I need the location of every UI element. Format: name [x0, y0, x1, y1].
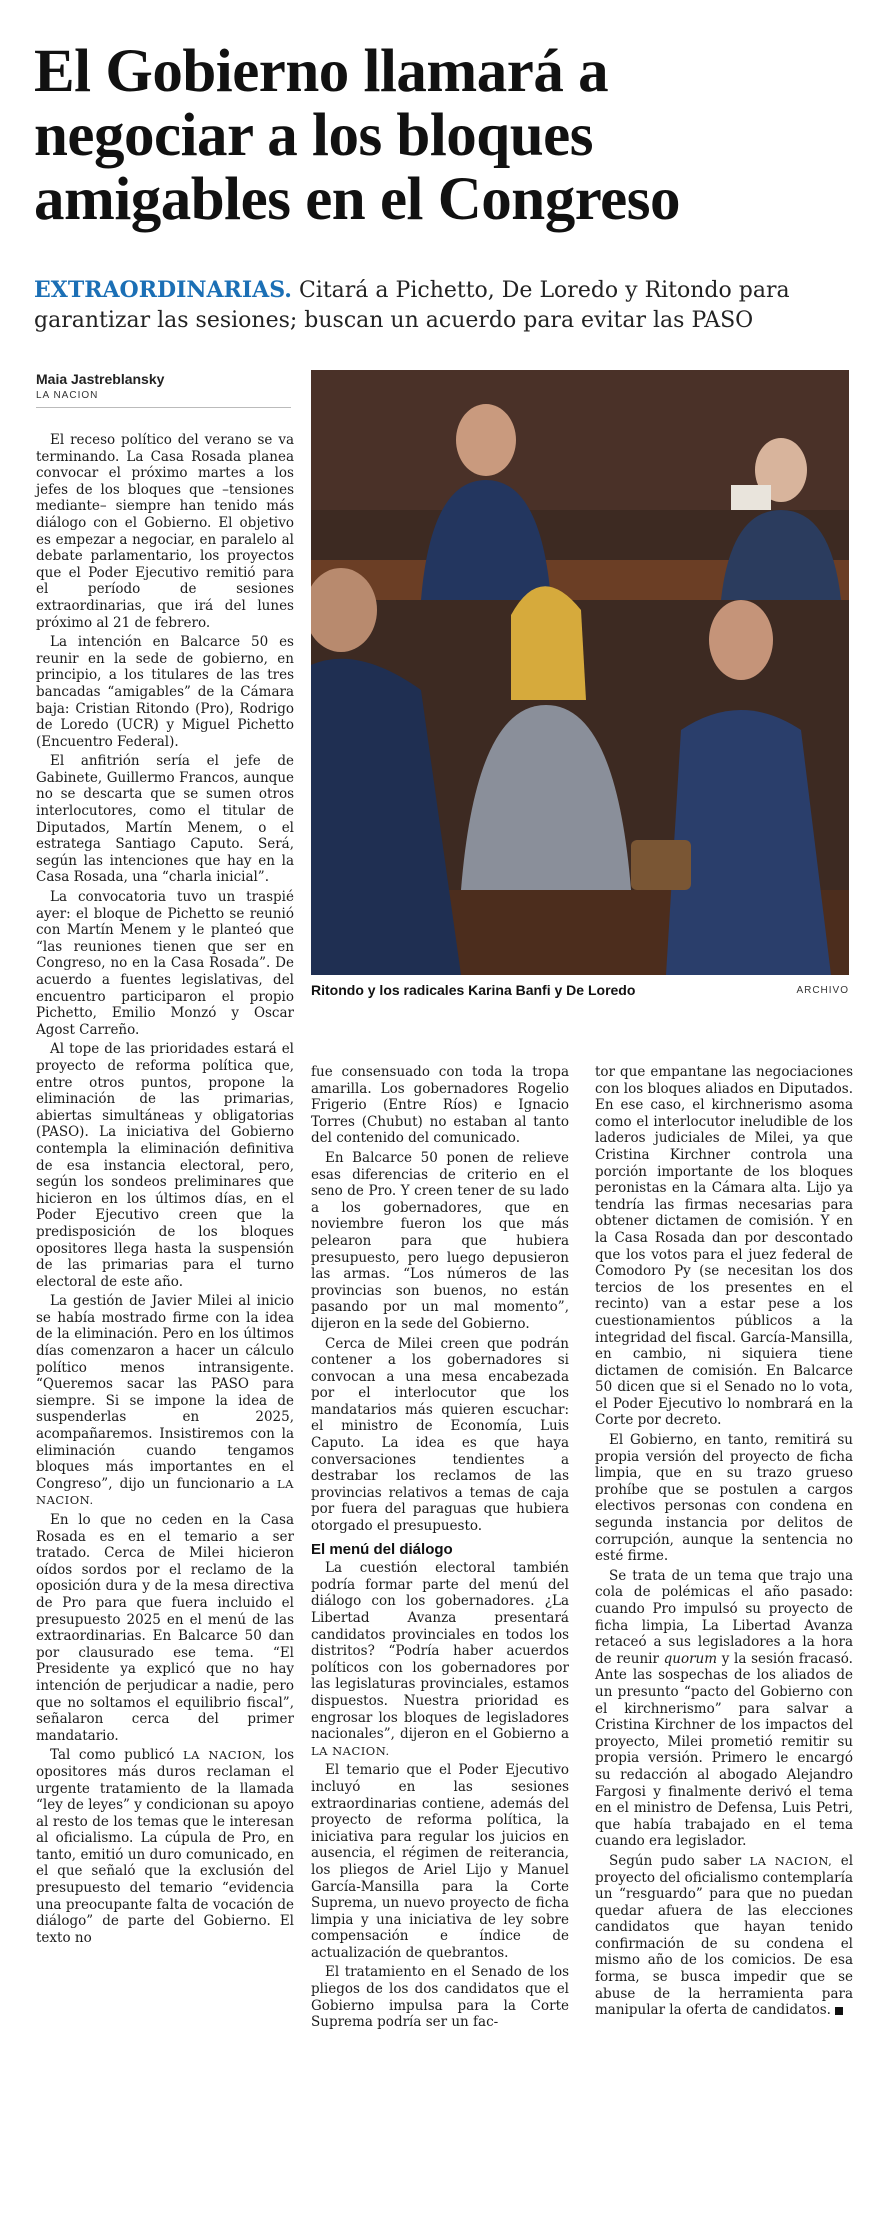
paragraph: Al tope de las prioridades estará el proyecto de reforma política que, entre otros puntos, propone la eliminación de las primarias, abiertas simultáneas y obligatorias (PASO). La iniciativa del Gobierno contempla la eliminación definitiva de esa instancia electoral, pero, según los sondeos preliminares que hicieron en los últimos días, en el Poder Ejecutivo creen que la predisposición de los bloques opositores llega hasta la suspensión de las primarias para el turno electoral de este año. [36, 1041, 294, 1290]
author-outlet: LA NACION [36, 390, 99, 401]
article-column-3 [595, 1064, 853, 2022]
article-column-1 [36, 432, 294, 1949]
paragraph-text: el proyecto del oficialismo contemplaría un “resguardo” para que no puedan quedar afuera de las elecciones candidatos que hayan tenido confirmación de su condena el mismo año de los comicios. De esa forma, se busca impedir que se abuse de la herramienta para manipular la oferta de candidatos. [595, 1852, 854, 2019]
section-kicker: EXTRAORDINARIAS. [34, 277, 292, 303]
photo-caption [311, 982, 849, 1004]
paragraph: En lo que no ceden en la Casa Rosada es en el temario a ser tratado. Cerca de Milei hicieron oídos sordos por el reclamo de la oposición dura y de la mesa directiva de Pro para que fuera incluido el presupuesto 2025 en el menú de las extraordinarias. En Balcarce 50 dan por clausurado ese tema. “El Presidente ya explicó que no hay intención de perjudicar a nadie, pero que no soltamos el equilibrio fiscal”, señalaron cerca del primer mandatario. [36, 1512, 294, 1744]
paragraph-text: Tal como publicó [50, 1747, 175, 1764]
caption-text: Ritondo y los radicales Karina Banfi y De Loredo [311, 982, 636, 998]
paragraph: La intención en Balcarce 50 es reunir en la sede de gobierno, en principio, a los titulares de las tres bancadas “amigables” de la Cámara baja: Cristian Ritondo (Pro), Rodrigo de Loredo (UCR) y Miguel Pichetto (Encuentro Federal). [36, 634, 294, 750]
paragraph: fue consensuado con toda la tropa amarilla. Los gobernadores Rogelio Frigerio (Entre Ríos) e Ignacio Torres (Chubut) no estaban al tanto del contenido del comunicado. [311, 1064, 569, 1147]
outlet-reference: LA NACION, [183, 1748, 267, 1763]
photo-credit: ARCHIVO [796, 985, 849, 996]
paragraph-text: y la sesión fracasó. Ante las sospechas de los aliados de un presunto “pacto del Gobierno con el kirchnerismo” para salvar a Cristina Kirchner de los impactos del proyecto, Milei prometió remitir su propia versión. Primero le encargó su redacción al abogado Alejandro Fargosi y finalmente derivó el tema en el ministro de Defensa, Luis Petri, que había trabajado en el tema cuando era legislador. [595, 1650, 853, 1850]
section-subheading: El menú del diálogo [311, 1540, 453, 1558]
end-of-article-mark [835, 2007, 843, 2015]
headline-line-3: amigables en el Congreso [34, 166, 680, 233]
paragraph: El receso político del verano se va terminando. La Casa Rosada planea convocar el próximo martes a los jefes de los bloques que –tensiones mediante– siempre han tenido más diálogo con el Gobierno. El objetivo es empezar a negociar, en paralelo al debate parlamentario, los proyectos que el Poder Ejecutivo remitió para el período de sesiones extraordinarias, que irá del lunes próximo al 21 de febrero. [36, 432, 294, 631]
paragraph: En Balcarce 50 ponen de relieve esas diferencias de criterio en el seno de Pro. Y creen tener de su lado a los gobernadores, que en noviembre fueron los que más pelearon para que hubiera presupuesto, pero luego depusieron las armas. “Los números de las provincias son buenos, no están pasando por un mal momento”, dijeron en la sede del Gobierno. [311, 1149, 569, 1332]
article-column-2 [311, 1064, 569, 2034]
outlet-reference: LA NACION. [311, 1743, 390, 1758]
headline-line-2: negociar a los bloques [34, 102, 593, 169]
paragraph [595, 1568, 853, 1850]
headline [34, 40, 854, 232]
author-name: Maia Jastreblansky [36, 371, 165, 387]
paragraph [311, 1560, 569, 1759]
subheadline [34, 275, 854, 336]
paragraph: El temario que el Poder Ejecutivo incluyó en las sesiones extraordinarias contiene, además del proyecto de reforma política, la iniciativa para regular los juicios en ausencia, el régimen de reiterancia, los pliegos de Ariel Lijo y Manuel García-Mansilla para la Corte Suprema, un nuevo proyecto de ficha limpia y una iniciativa de ley sobre compensación e índice de actualización de quebrantos. [311, 1762, 569, 1961]
outlet-reference: LA NACION, [749, 1853, 833, 1868]
paragraph-text: Según pudo saber [609, 1852, 742, 1869]
paragraph-text: La gestión de Javier Milei al inicio se había mostrado firme con la idea de la eliminación. Pero en los últimos días comenzaron a hacer un cálculo político menos intransigente. “Queremos sacar las PASO para siempre. Si se impone la idea de suspenderlas en 2025, acompañaremos. Insistiremos con la eliminación cuando tengamos bloques más importantes en el Congreso”, dijo un funcionario a [36, 1293, 294, 1492]
paragraph: El Gobierno, en tanto, remitirá su propia versión del proyecto de ficha limpia, que en su trazo grueso prohíbe que se postulen a cargos electivos personas con condena en segunda instancia por delitos de corrupción, aunque la sentencia no esté firme. [595, 1432, 853, 1565]
headline-line-1: El Gobierno llamará a [34, 38, 609, 105]
italic-term: quorum [663, 1650, 718, 1667]
byline-divider [36, 407, 291, 408]
paragraph: tor que empantane las negociaciones con los bloques aliados en Diputados. En ese caso, el kirchnerismo asoma como el interlocutor ineludible de los laderos judiciales de Milei, ya que Cristina Kirchner controla una porción importante de los bloques peronistas en la Cámara alta. Lijo ya tendría las firmas necesarias para obtener dictamen de comisión. Y en la Casa Rosada dan por descontado que los votos para el juez federal de Comodoro Py (se necesitan los dos tercios de los presentes en el recinto) van a estar pese a los cuestionamientos públicos a la integridad del fiscal. García-Mansilla, en cambio, ni siquiera tiene dictamen de comisión. En Balcarce 50 dicen que si el Senado no lo vota, el Poder Ejecutivo lo nombrará en la Corte por decreto. [595, 1064, 853, 1429]
paragraph [595, 1853, 853, 2019]
outlet-reference: LA NACION. [36, 1476, 294, 1508]
paragraph-text: La cuestión electoral también podría formar parte del menú del diálogo con los gobernadores. ¿La Libertad Avanza presentará candidatos provinciales en todos los distritos? “Podría haber acuerdos políticos con los gobernadores por las legislaturas provinciales, estamos dispuestos. Nuestra prioridad es engrosar los bloques de legisladores nacionales”, dijeron en el Gobierno a [311, 1560, 569, 1743]
article-photo [311, 370, 849, 975]
byline [36, 371, 294, 408]
paragraph: El anfitrión sería el jefe de Gabinete, Guillermo Francos, aunque no se descarta que se sumen otros interlocutores, como el titular de Diputados, Martín Menem, o el estratega Santiago Caputo. Será, según las intenciones que hay en la Casa Rosada, una “charla inicial”. [36, 753, 294, 886]
paragraph: Cerca de Milei creen que podrán contener a los gobernadores si convocan a una mesa encabezada por el interlocutor que los mandatarios más quieren escuchar: el ministro de Economía, Luis Caputo. La idea es que haya conversaciones tendientes a destrabar los reclamos de las provincias relativos a temas de caja por fuera del paraguas que hubiera otorgado el presupuesto. [311, 1335, 569, 1535]
paragraph: La convocatoria tuvo un traspié ayer: el bloque de Pichetto se reunió con Martín Menem y le planteó que “las reuniones tienen que ser en Congreso, no en la Casa Rosada”. De acuerdo a fuentes legislativas, del encuentro participaron el propio Pichetto, Emilio Monzó y Oscar Agost Carreño. [36, 889, 294, 1038]
paragraph: El tratamiento en el Senado de los pliegos de los dos candidatos que el Gobierno impulsa para la Corte Suprema podría ser un fac- [311, 1964, 569, 2031]
paragraph [36, 1747, 294, 1946]
subheadline-text: Citará a Pichetto, De Loredo y Ritondo para garantizar las sesiones; buscan un acuerdo para evitar las PASO [34, 278, 790, 333]
paragraph [36, 1293, 294, 1509]
paragraph-text: los opositores más duros reclaman el urgente tratamiento de la llamada “ley de leyes” y condicionan su apoyo al resto de los temas que le interesan al oficialismo. La cúpula de Pro, en tanto, emitió un duro comunicado, en el que señaló que la exclusión del presupuesto del temario “evidencia una preocupante falta de vocación de diálogo” de parte del Gobierno. El texto no [36, 1747, 294, 1946]
paragraph-text: Se trata de un tema que trajo una cola de polémicas el año pasado: cuando Pro impulsó su proyecto de ficha limpia, La Libertad Avanza retaceó a sus legisladores a la hora de reunir [595, 1567, 853, 1667]
photo-illustration [311, 370, 849, 975]
